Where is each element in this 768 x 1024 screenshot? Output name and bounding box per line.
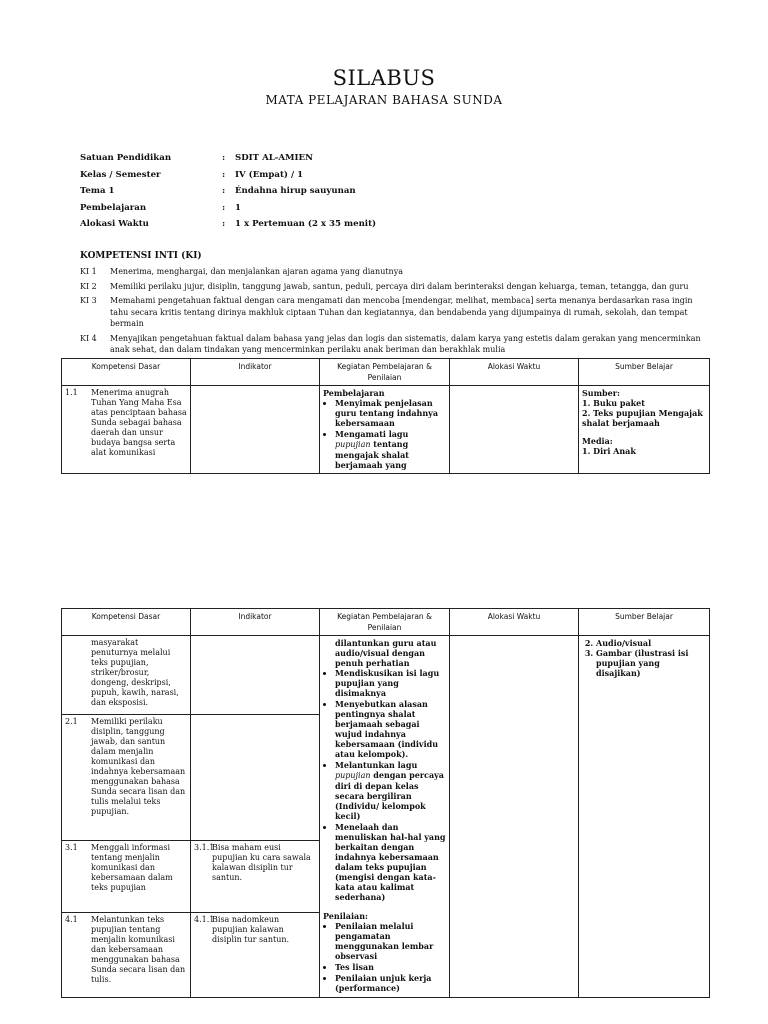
- list-item: • Menelaah dan menuliskan hal-hal yang berkaitan dengan indahnya kebersamaan dalam teks pupujian (mengisi dengan kata-kata atau kalimat sederhana): [335, 822, 446, 902]
- kegiatan-cell: dilantunkan guru atau audio/visual dengan penuh perhatian • Mendiskusikan isi lagu pupujian yang disimaknya • Menyebutkan alasan pentingnya shalat berjamaah sebagai wujud indahnya kebersamaan (individu atau kelompok). • Melantunkan lagu pupujian dengan percaya diri di depan kelas secara bergiliran (Individu/ kelompok kecil) • Menelaah dan menuliskan hal-hal yang berkaitan dengan indahnya kebersamaan dalam teks pupujian (mengisi dengan kata-kata atau kalimat sederhana) Penilaian: • Penilaian melalui pengamatan menggunakan lembar observasi • Tes lisan • Penilaian unjuk kerja (performance): [320, 636, 450, 998]
- header-kegiatan: Kegiatan Pembelajaran & Penilaian: [320, 609, 450, 636]
- header-sumber-belajar: Sumber Belajar: [579, 609, 710, 636]
- kd-cell: 1.1 Menerima anugrah Tuhan Yang Maha Esa atas penciptaan bahasa Sunda sebagai bahasa daerah dan unsur budaya bangsa serta alat komunikasi: [62, 386, 191, 474]
- info-row: Tema 1 : Éndahna hirup sauyunan: [80, 186, 356, 196]
- info-row: Pembelajaran : 1: [80, 202, 241, 213]
- kegiatan-cell: [320, 386, 450, 474]
- kegiatan-heading: Pembelajaran: [323, 388, 385, 398]
- alokasi-cell: [450, 386, 579, 474]
- indikator-cell: 4.1.1Bisa nadomkeun pupujian kalawan disiplin tur santun.: [191, 913, 320, 998]
- list-item: • Mendiskusikan isi lagu pupujian yang disimaknya: [335, 668, 446, 698]
- indikator-cell: [191, 636, 320, 715]
- identity-block: [80, 153, 376, 236]
- ki-heading: KOMPETENSI INTI (KI): [80, 251, 202, 261]
- ki-item: KI 3 Memahami pengetahuan faktual dengan cara mengamati dan mencoba [mendengar, melihat, membaca] serta menanya berdasarkan rasa ingin tahu secara kritis tentang dirinya makhluk ciptaan Tuhan dan kegiatannya, dan bendabenda yang dijumpainya di rumah, sekolah, dan tempat bermain: [80, 296, 693, 328]
- header-kegiatan: Kegiatan Pembelajaran & Penilaian: [320, 359, 450, 386]
- info-row: Kelas / Semester : IV (Empat) / 1: [80, 169, 304, 180]
- syllabus-table-1: [61, 358, 710, 474]
- header-kompetensi-dasar: Kompetensi Dasar: [62, 359, 191, 386]
- sumber-cell: Sumber: 1. Buku paket 2. Teks pupujian Mengajak shalat berjamaah Media: 1. Diri Anak: [579, 386, 710, 474]
- list-item: 3. Gambar (ilustrasi isi pupujian yang disajikan): [596, 648, 706, 678]
- list-item: • Penilaian unjuk kerja (performance): [335, 973, 446, 993]
- header-indikator: Indikator: [191, 609, 320, 636]
- list-item: • Melantunkan lagu pupujian dengan percaya diri di depan kelas secara bergiliran (Individu/ kelompok kecil): [335, 760, 446, 821]
- list-item: 2. Teks pupujian Mengajak shalat berjamaah: [582, 408, 703, 428]
- header-alokasi-waktu: Alokasi Waktu: [450, 359, 579, 386]
- list-item: • Menyebutkan alasan pentingnya shalat berjamaah sebagai wujud indahnya kebersamaan (individu atau kelompok).: [335, 699, 446, 759]
- table-row: [62, 636, 710, 715]
- list-item: • Menyimak penjelasan guru tentang indahnya kebersamaan: [335, 398, 446, 428]
- info-row: Satuan Pendidikan : SDIT AL-AMIEN: [80, 153, 313, 163]
- page-title: SILABUS: [332, 66, 436, 90]
- list-item: • Tes lisan: [335, 962, 446, 972]
- list-item: 2. Audio/visual: [596, 638, 706, 648]
- table-row: [62, 386, 710, 474]
- list-item: 1. Diri Anak: [582, 446, 636, 456]
- kd-cell: 2.1 Memiliki perilaku disiplin, tanggung jawab, dan santun dalam menjalin komunikasi dan indahnya kebersamaan menggunakan bahasa Sunda secara lisan dan tulis melalui teks pupujian.: [62, 715, 191, 841]
- alokasi-cell: [450, 636, 579, 998]
- ki-item: KI 1 Menerima, menghargai, dan menjalankan ajaran agama yang dianutnya: [80, 267, 403, 276]
- sumber-cell: [579, 636, 710, 998]
- ki-item: KI 4 Menyajikan pengetahuan faktual dalam bahasa yang jelas dan logis dan sistematis, dalam karya yang estetis dalam gerakan yang mencerminkan anak sehat, dan dalam tindakan yang mencerminkan perilaku anak beriman dan berakhlak mulia: [80, 333, 701, 354]
- list-item: • Mengamati lagu pupujian tentang mengajak shalat berjamaah yang: [335, 429, 446, 470]
- header-alokasi-waktu: Alokasi Waktu: [450, 609, 579, 636]
- indikator-cell: 3.1.1Bisa maham eusi pupujian ku cara sawala kalawan disiplin tur santun.: [191, 841, 320, 913]
- table-header-row: [62, 609, 710, 636]
- header-kompetensi-dasar: Kompetensi Dasar: [62, 609, 191, 636]
- kd-cell: 4.1 Melantunkan teks pupujian tentang menjalin komunikasi dan kebersamaan menggunakan bahasa Sunda secara lisan dan tulis.: [62, 913, 191, 998]
- info-row: Alokasi Waktu : 1 x Pertemuan (2 x 35 menit): [80, 219, 377, 229]
- ki-list: [80, 266, 710, 359]
- page-subtitle: MATA PELAJARAN BAHASA SUNDA: [265, 93, 503, 107]
- penilaian-heading: Penilaian:: [323, 911, 368, 921]
- ki-item: KI 2 Memiliki perilaku jujur, disiplin, tanggung jawab, santun, peduli, percaya diri dalam berinteraksi dengan keluarga, teman, tetangga, dan guru: [80, 281, 689, 291]
- list-item: • Penilaian melalui pengamatan menggunakan lembar observasi: [335, 921, 446, 961]
- kd-cell: 3.1 Menggali informasi tentang menjalin komunikasi dan kebersamaan dalam teks pupujian: [62, 841, 191, 913]
- indikator-cell: [191, 715, 320, 841]
- header-sumber-belajar: Sumber Belajar: [579, 359, 710, 386]
- kd-cell: masyarakat penuturnya melalui teks pupujian, striker/brosur, dongeng, deskripsi, pupuh, kawih, narasi, dan eksposisi.: [62, 636, 191, 715]
- syllabus-table-2: [61, 608, 710, 998]
- table-header-row: [62, 359, 710, 386]
- indikator-cell: [191, 386, 320, 474]
- list-item: 1. Buku paket: [582, 398, 645, 408]
- header-indikator: Indikator: [191, 359, 320, 386]
